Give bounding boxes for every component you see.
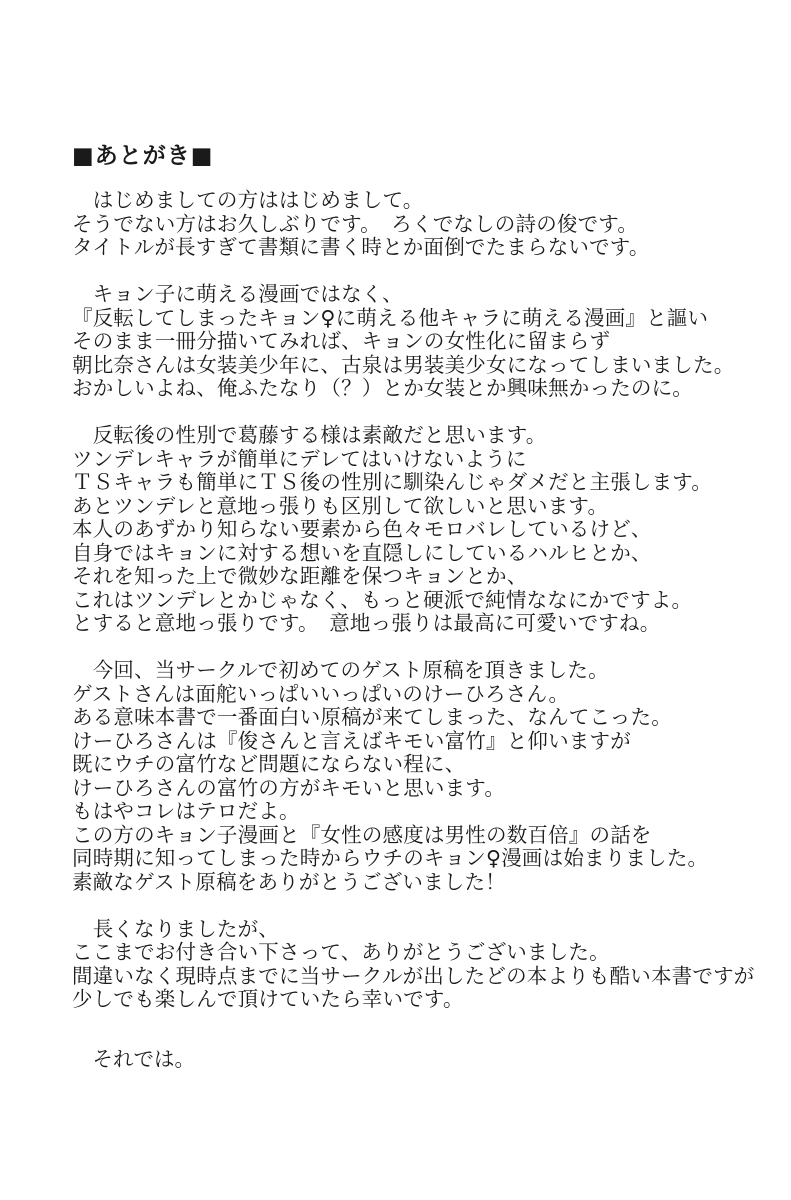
text-line: この方のキョン子漫画と『女性の感度は男性の数百倍』の話を <box>72 822 652 847</box>
text-line: あとツンデレと意地っ張りも区別して欲しいと思います。 <box>72 493 609 518</box>
afterword-body <box>72 188 755 1012</box>
text-line: もはやコレはテロだよ。 <box>72 799 300 823</box>
paragraph <box>72 659 752 894</box>
text-line: 間違いなく現時点までに当サークルが出したどの本よりも酷い本書ですが <box>72 963 755 988</box>
text-line: そのまま一冊分描いてみれば、キョンの女性化に留まらず <box>72 329 611 353</box>
text-line: ゲストさんは面舵いっぱいいっぱいのけーひろさん。 <box>72 681 570 706</box>
text-line: タイトルが長すぎて書類に書く時とか面倒でたまらないです。 <box>72 235 650 259</box>
text-line: 反転後の性別で葛藤する様は素敵だと思います。 <box>72 423 547 447</box>
paragraph-gap <box>72 636 752 660</box>
paragraph <box>72 916 755 1012</box>
text-line: ある意味本書で一番面白い原稿が来てしまった、なんてこった。 <box>72 705 672 729</box>
paragraph <box>72 189 752 260</box>
text-line: これはツンデレとかじゃなく、もっと硬派で純情ななにかですよ。 <box>72 587 693 612</box>
paragraph <box>72 424 752 636</box>
text-line: けーひろさんの富竹の方がキモいと思います。 <box>72 775 506 800</box>
text-line: ここまでお付き合い下さって、ありがとうございました。 <box>72 940 610 964</box>
afterword-heading: ■あとがき■ <box>72 143 214 169</box>
text-line: 同時期に知ってしまった時からウチのキョン♀漫画は始まりました。 <box>72 846 709 870</box>
paragraph <box>72 283 752 401</box>
text-line: おかしいよね、俺ふたなり（？）とか女装とか興味無かったのに。 <box>72 376 693 400</box>
text-line: 今回、当サークルで初めてのゲスト原稿を頂きました。 <box>72 658 609 682</box>
text-line: ＴＳキャラも簡単にＴＳ後の性別に馴染んじゃダメだと主張します。 <box>72 470 713 494</box>
text-line: とすると意地っ張りです。 意地っ張りは最高に可愛いですね。 <box>72 611 661 635</box>
text-line: それを知った上で微妙な距離を保つキョンとか、 <box>72 564 528 588</box>
text-line: 朝比奈さんは女装美少年に、古泉は男装美少女になってしまいました。 <box>72 352 735 377</box>
text-line: 自身ではキョンに対する想いを直隠しにしているハルヒとか、 <box>72 540 652 565</box>
text-line: キョン子に萌える漫画ではなく、 <box>72 282 403 306</box>
text-line: 既にウチの富竹など問題にならない程に、 <box>72 752 466 776</box>
text-line: 少しでも楽しんで頂けていたら幸いです。 <box>72 987 464 1011</box>
text-line: 素敵なゲスト原稿をありがとうございました！ <box>72 869 506 894</box>
text-line: 『反転してしまったキョン♀に萌える他キャラに萌える漫画』と謳い <box>72 305 709 330</box>
closing-line: それでは。 <box>72 1047 195 1071</box>
text-line: 本人のあずかり知らない要素から色々モロバレしているけど、 <box>72 517 652 541</box>
text-line: けーひろさんは『俊さんと言えばキモい富竹』と仰いますが <box>72 728 631 753</box>
text-line: はじめましての方ははじめまして。 <box>72 188 424 212</box>
text-line: 長くなりましたが、 <box>72 916 279 941</box>
text-line: ツンデレキャラが簡単にデレてはいけないように <box>72 446 527 471</box>
paragraph-gap <box>72 401 752 425</box>
text-line: そうでない方はお久しぶりです。 ろくでなしの詩の俊です。 <box>72 211 639 236</box>
paragraph-gap <box>72 894 752 918</box>
paragraph-gap <box>72 260 752 284</box>
